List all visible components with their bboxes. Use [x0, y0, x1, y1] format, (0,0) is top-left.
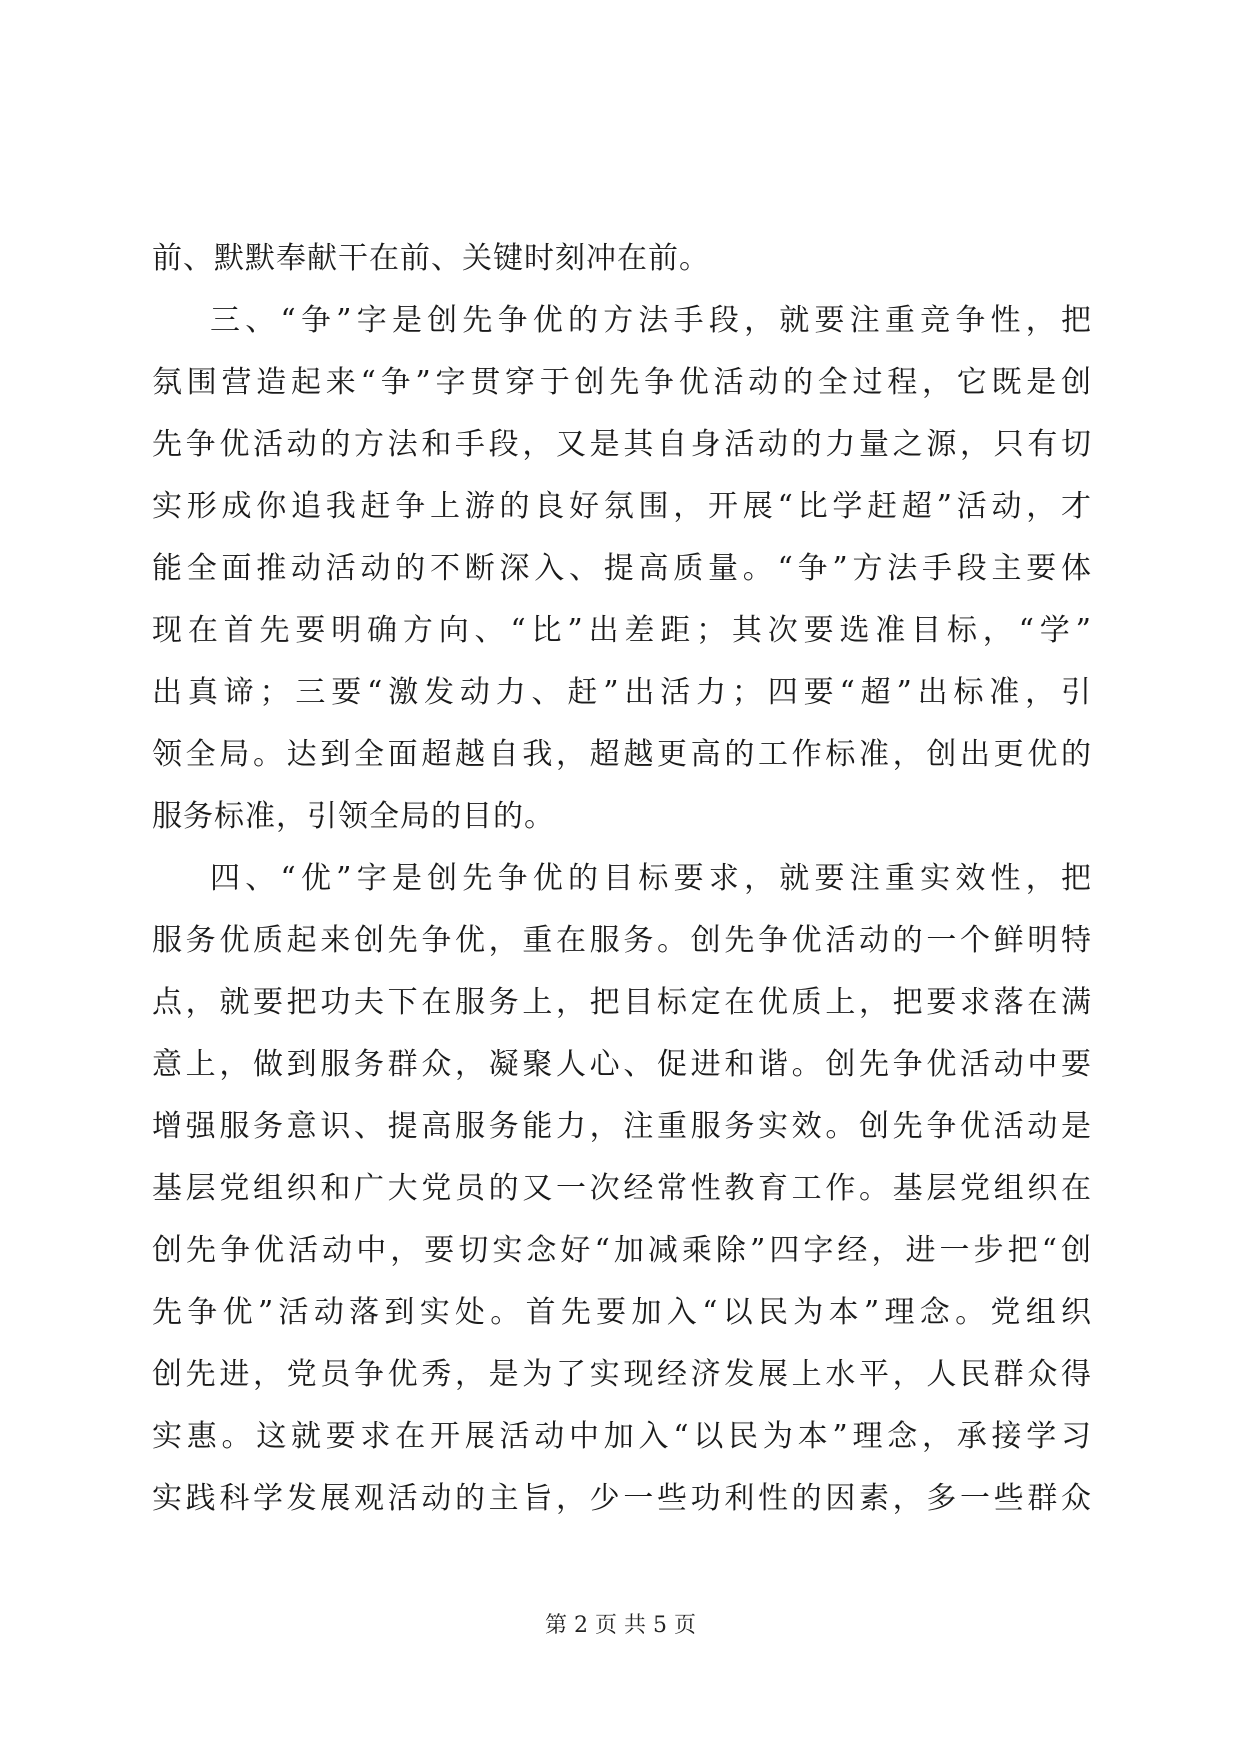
text-line: 服务标准，引领全局的目的。	[152, 799, 555, 834]
text-line: 氛围营造起来“争”字贯穿于创先争优活动的全过程，它既是创	[152, 365, 1092, 400]
text-line: 服务优质起来创先争优，重在服务。创先争优活动的一个鲜明特	[152, 923, 1092, 958]
text-line: 先争优活动的方法和手段，又是其自身活动的力量之源，只有切	[152, 427, 1092, 462]
text-line: 前、默默奉献干在前、关键时刻冲在前。	[152, 241, 710, 276]
text-line: 创先进，党员争优秀，是为了实现经济发展上水平，人民群众得	[152, 1357, 1092, 1392]
document-body	[152, 228, 1092, 1530]
text-line: 四、“优”字是创先争优的目标要求，就要注重实效性，把	[210, 861, 1092, 896]
text-line: 点，就要把功夫下在服务上，把目标定在优质上，把要求落在满	[152, 985, 1092, 1020]
text-line: 先争优”活动落到实处。首先要加入“以民为本”理念。党组织	[152, 1295, 1092, 1330]
text-line: 能全面推动活动的不断深入、提高质量。“争”方法手段主要体	[152, 551, 1092, 586]
page-number-footer: 第 2 页 共 5 页	[545, 1613, 696, 1638]
text-line: 现在首先要明确方向、“比”出差距；其次要选准目标，“学”	[152, 613, 1092, 648]
text-line: 三、“争”字是创先争优的方法手段，就要注重竞争性，把	[210, 303, 1092, 338]
text-line: 基层党组织和广大党员的又一次经常性教育工作。基层党组织在	[152, 1171, 1092, 1206]
text-line: 实惠。这就要求在开展活动中加入“以民为本”理念，承接学习	[152, 1419, 1092, 1454]
text-line: 实形成你追我赶争上游的良好氛围，开展“比学赶超”活动，才	[152, 489, 1092, 524]
text-line: 实践科学发展观活动的主旨，少一些功利性的因素，多一些群众	[152, 1481, 1092, 1516]
text-line: 领全局。达到全面超越自我，超越更高的工作标准，创出更优的	[152, 737, 1092, 772]
text-line: 意上，做到服务群众，凝聚人心、促进和谐。创先争优活动中要	[152, 1047, 1092, 1082]
text-line: 出真谛；三要“激发动力、赶”出活力；四要“超”出标准，引	[152, 675, 1092, 710]
text-line: 创先争优活动中，要切实念好“加减乘除”四字经，进一步把“创	[152, 1233, 1092, 1268]
text-line: 增强服务意识、提高服务能力，注重服务实效。创先争优活动是	[152, 1109, 1092, 1144]
